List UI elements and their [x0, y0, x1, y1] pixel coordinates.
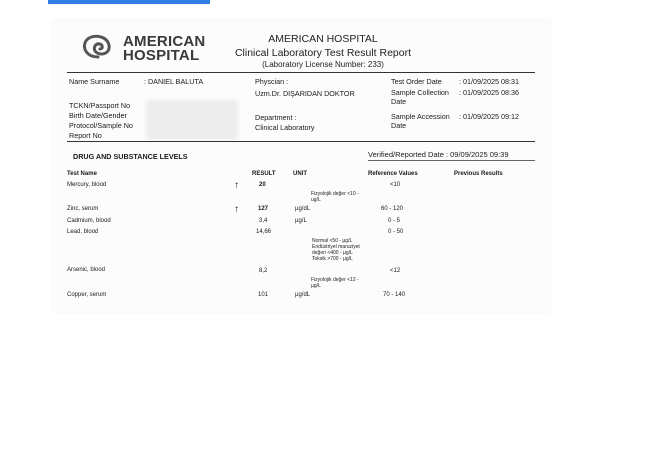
reference-note: Toksik >700 - µg/L	[312, 256, 353, 262]
hospital-logo-icon	[81, 34, 115, 60]
license-number: (Laboratory License Number: 233)	[262, 60, 384, 69]
physician-value: Uzm.Dr. DIŞARIDAN DOKTOR	[255, 89, 355, 98]
reference-value: 0 - 50	[388, 229, 404, 235]
col-unit: UNIT	[293, 171, 307, 177]
physician-label: Physcian :	[255, 77, 289, 86]
unit-value: µg/L	[295, 218, 307, 224]
patient-divider	[67, 141, 535, 142]
result-value: 14,66	[256, 229, 272, 235]
result-value: 127	[258, 206, 269, 212]
order-date-label: Test Order Date	[391, 77, 442, 86]
name-label: Name Surname	[69, 77, 120, 86]
department-value: Clinical Laboratory	[255, 123, 315, 132]
browser-highlight-bar	[48, 0, 210, 4]
hospital-name: AMERICAN HOSPITAL	[268, 33, 378, 45]
reference-value: 0 - 5	[388, 218, 401, 224]
birth-label: Birth Date/Gender	[69, 111, 127, 120]
reference-note: Normal <50 - µg/L	[312, 238, 353, 244]
verified-date: Verified/Reported Date : 09/09/2025 09:39	[368, 150, 509, 159]
reference-note: Fizyolojik değer <10 -	[311, 191, 359, 197]
collection-date-value: : 01/09/2025 08:36	[459, 88, 519, 97]
reference-note: ug/L	[311, 197, 321, 203]
report-title: Clinical Laboratory Test Result Report	[234, 47, 412, 59]
test-name: Cadmium, blood	[67, 218, 111, 224]
order-date-value: : 01/09/2025 08:31	[459, 77, 519, 86]
accession-date-label-1: Sample Accession	[391, 112, 450, 121]
accession-date-label-2: Date	[391, 121, 407, 130]
protocol-label: Protocol/Sample No	[69, 121, 133, 130]
accession-date-value: : 01/09/2025 09:12	[459, 112, 519, 121]
lab-report-sheet	[53, 20, 550, 312]
reference-value: 60 - 120	[381, 206, 404, 212]
name-value: : DANIEL BALUTA	[144, 77, 204, 86]
result-value: 20	[259, 182, 266, 188]
test-name: Zinc, serum	[67, 206, 99, 212]
reference-note: değeri <400 - µg/L	[312, 250, 353, 256]
collection-date-label-2: Date	[391, 97, 407, 106]
header-divider	[67, 72, 535, 73]
department-label: Department :	[255, 113, 297, 122]
collection-date-label-1: Sample Collection	[391, 88, 449, 97]
result-value: 3,4	[259, 218, 268, 224]
reference-note: Fizyolojik değer <12 -	[311, 277, 359, 283]
high-flag-icon: ↑	[234, 204, 239, 215]
result-value: 8,2	[259, 268, 268, 274]
col-result: RESULT	[252, 171, 276, 177]
unit-value: µg/dL	[295, 292, 311, 298]
reference-value: <12	[390, 268, 401, 274]
reference-note: µg/L	[311, 283, 321, 289]
test-name: Arsenic, blood	[67, 267, 106, 273]
unit-value: µg/dL	[295, 206, 311, 212]
logo-line-1: AMERICAN	[123, 33, 206, 50]
section-title: DRUG AND SUBSTANCE LEVELS	[73, 152, 188, 161]
col-reference: Reference Values	[368, 171, 418, 177]
high-flag-icon: ↑	[234, 180, 239, 191]
test-name: Mercury, blood	[67, 182, 107, 188]
redacted-personal-info	[146, 100, 238, 140]
result-value: 101	[258, 292, 269, 298]
reference-value: 70 - 140	[383, 292, 406, 298]
logo-line-2: HOSPITAL	[123, 47, 200, 64]
test-name: Copper, serum	[67, 292, 107, 298]
reference-note: Endüstriyel maruziyet	[312, 244, 360, 250]
col-test-name: Test Name	[67, 171, 97, 177]
test-name: Lead, blood	[67, 229, 99, 235]
verified-underline	[368, 160, 535, 161]
tckn-label: TCKN/Passport No	[69, 101, 131, 110]
col-previous: Previous Results	[454, 171, 503, 177]
reference-value: <10	[390, 182, 401, 188]
report-no-label: Report No	[69, 131, 102, 140]
